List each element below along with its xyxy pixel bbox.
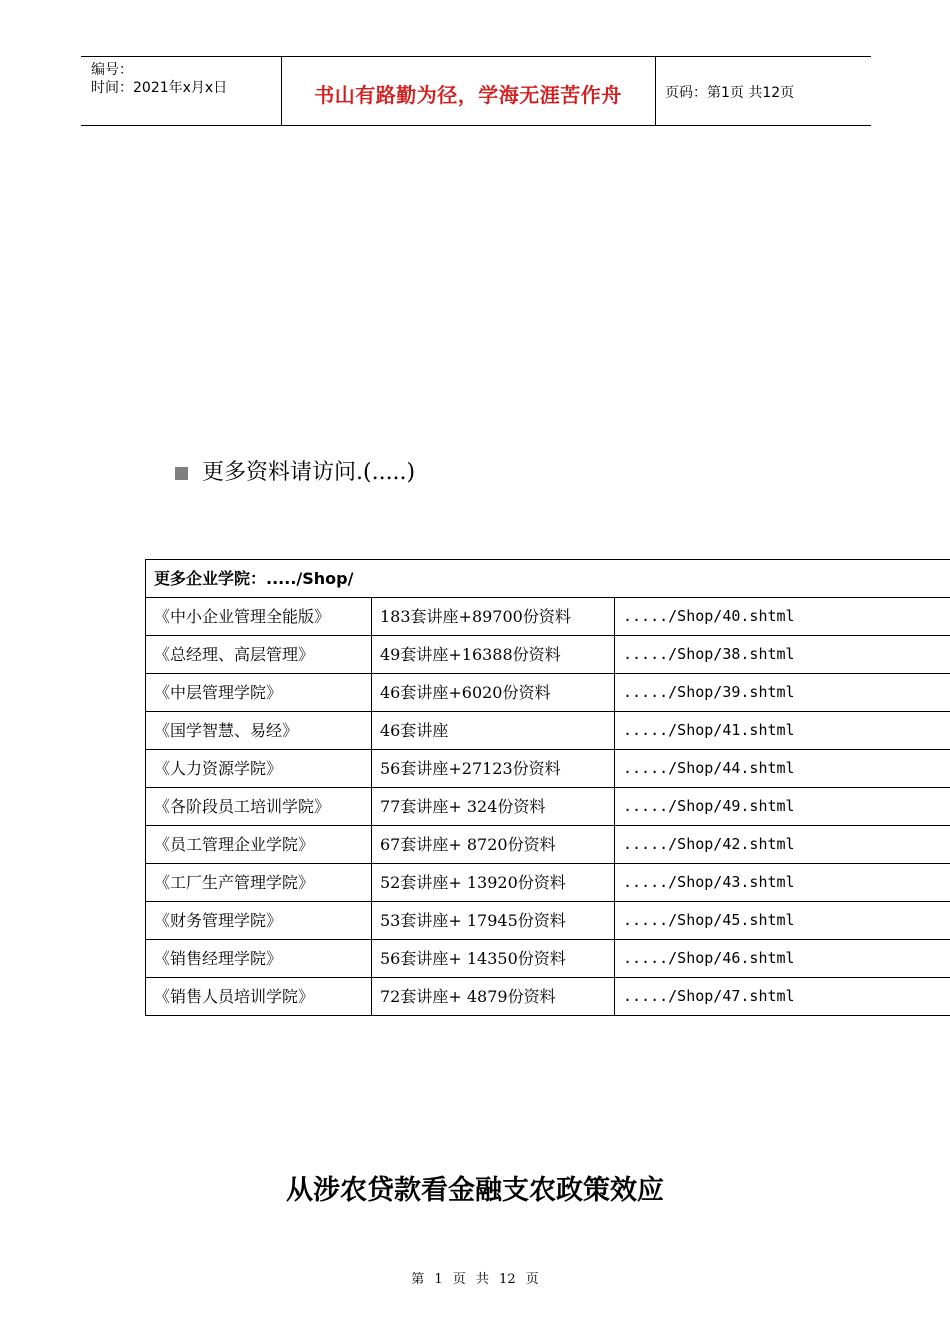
header-page-info: 页码：第1页 共12页 [665,85,795,101]
time-label: 时间：2021年x月x日 [91,80,228,96]
table-row [146,674,950,712]
course-url-cell: ...../Shop/40.shtml [615,598,950,636]
course-url-cell: ...../Shop/49.shtml [615,788,950,826]
course-content-cell: 56套讲座+27123份资料 [372,750,615,788]
course-content-cell: 53套讲座+ 17945份资料 [372,902,615,940]
table-header-cell: 更多企业学院：...../Shop/ [146,560,950,598]
document-title: 从涉农贷款看金融支农政策效应 [286,1175,664,1206]
course-content-cell: 46套讲座 [372,712,615,750]
course-name-cell: 《销售人员培训学院》 [146,978,372,1016]
table-row [146,598,950,636]
course-url-cell: ...../Shop/38.shtml [615,636,950,674]
more-info-line [175,458,415,488]
header-divider [655,57,656,125]
course-name-cell: 《国学智慧、易经》 [146,712,372,750]
course-name-cell: 《工厂生产管理学院》 [146,864,372,902]
table-row [146,902,950,940]
course-name-cell: 《总经理、高层管理》 [146,636,372,674]
header-meta [91,61,227,97]
page-header [81,56,871,126]
table-row [146,750,950,788]
course-name-cell: 《人力资源学院》 [146,750,372,788]
course-content-cell: 77套讲座+ 324份资料 [372,788,615,826]
course-url-cell: ...../Shop/41.shtml [615,712,950,750]
table-row [146,940,950,978]
table-header-row [146,560,950,598]
course-content-cell: 49套讲座+16388份资料 [372,636,615,674]
course-name-cell: 《中层管理学院》 [146,674,372,712]
course-name-cell: 《财务管理学院》 [146,902,372,940]
course-content-cell: 183套讲座+89700份资料 [372,598,615,636]
table-row [146,788,950,826]
course-content-cell: 72套讲座+ 4879份资料 [372,978,615,1016]
table-row [146,636,950,674]
course-url-cell: ...../Shop/42.shtml [615,826,950,864]
course-url-cell: ...../Shop/44.shtml [615,750,950,788]
course-content-cell: 46套讲座+6020份资料 [372,674,615,712]
course-content-cell: 67套讲座+ 8720份资料 [372,826,615,864]
shop-table [145,559,950,1016]
course-content-cell: 52套讲座+ 13920份资料 [372,864,615,902]
page-footer: 第 1 页 共 12 页 [411,1272,539,1287]
course-name-cell: 《销售经理学院》 [146,940,372,978]
course-url-cell: ...../Shop/47.shtml [615,978,950,1016]
course-url-cell: ...../Shop/45.shtml [615,902,950,940]
header-motto: 书山有路勤为径，学海无涯苦作舟 [314,83,622,107]
table-row [146,978,950,1016]
table-row [146,826,950,864]
course-name-cell: 《员工管理企业学院》 [146,826,372,864]
course-url-cell: ...../Shop/39.shtml [615,674,950,712]
course-content-cell: 56套讲座+ 14350份资料 [372,940,615,978]
more-info-text: 更多资料请访问.(.....) [202,460,416,485]
square-bullet-icon [175,467,188,480]
course-url-cell: ...../Shop/43.shtml [615,864,950,902]
table-row [146,864,950,902]
number-label: 编号： [91,62,133,78]
course-name-cell: 《中小企业管理全能版》 [146,598,372,636]
course-url-cell: ...../Shop/46.shtml [615,940,950,978]
table-row [146,712,950,750]
course-name-cell: 《各阶段员工培训学院》 [146,788,372,826]
